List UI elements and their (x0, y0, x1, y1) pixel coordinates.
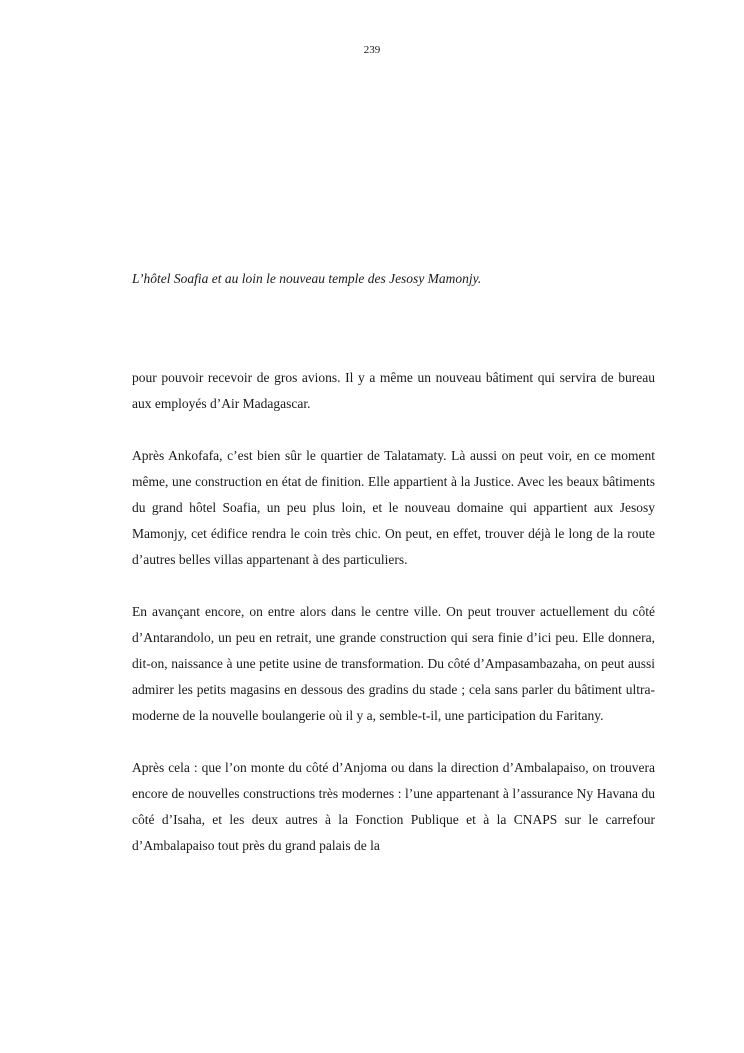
photo-caption: L’hôtel Soafia et au loin le nouveau temple des Jesosy Mamonjy. (132, 271, 482, 286)
paragraph: Après Ankofafa, c’est bien sûr le quartier de Talatamaty. Là aussi on peut voir, en ce moment même, une construction en état de finition. Elle appartient à la Justice. Avec les beaux bâtiments du grand hôtel Soafia, un peu plus loin, et le nouveau domaine qui appartient aux Jesosy Mamonjy, cet édifice rendra le coin très chic. On peut, en effet, trouver déjà le long de la route d’autres belles villas appartenant à des particuliers. (132, 448, 655, 567)
paragraph: pour pouvoir recevoir de gros avions. Il y a même un nouveau bâtiment qui servira de bureau aux employés d’Air Madagascar. (132, 370, 655, 411)
paragraph: Après cela : que l’on monte du côté d’Anjoma ou dans la direction d’Ambalapaiso, on trouvera encore de nouvelles constructions très modernes : l’une appartenant à l’assurance Ny Havana du côté d’Isaha, et les deux autres à la Fonction Publique et à la CNAPS sur le carrefour d’Ambalapaiso tout près du grand palais de la (132, 760, 655, 853)
page-number: 239 (363, 44, 381, 56)
paragraph: En avançant encore, on entre alors dans le centre ville. On peut trouver actuellement du côté d’Antarandolo, un peu en retrait, une grande construction qui sera finie d’ici peu. Elle donnera, dit-on, naissance à une petite usine de transformation. Du côté d’Ampasambazaha, on peut aussi admirer les petits magasins en dessous des gradins du stade ; cela sans parler du bâtiment ultra-moderne de la nouvelle boulangerie où il y a, semble-t-il, une participation du Faritany. (132, 604, 655, 723)
body-text (132, 365, 655, 885)
